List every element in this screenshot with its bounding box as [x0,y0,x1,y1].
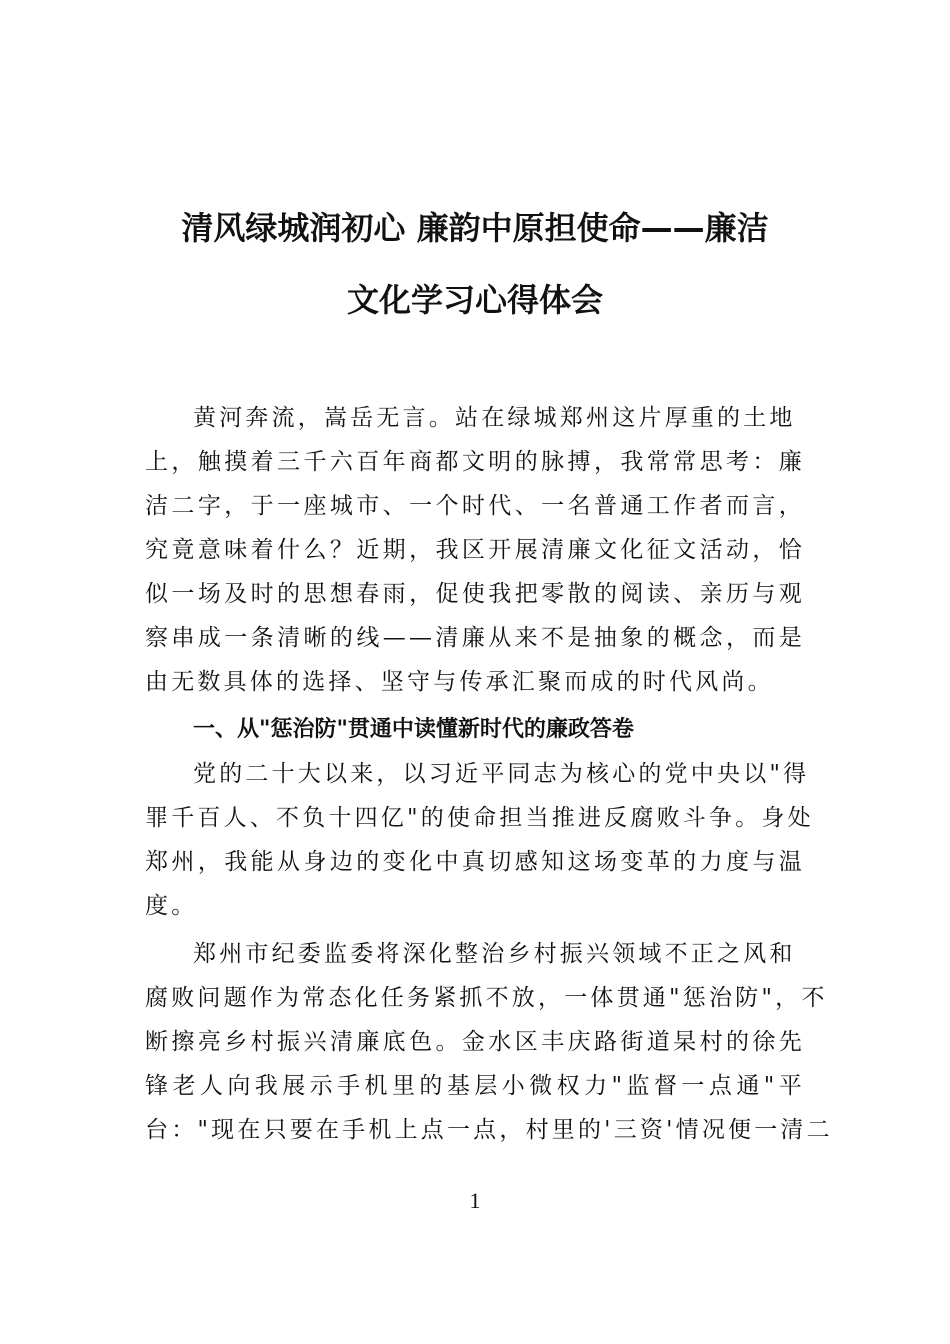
paragraph-line: 上，触摸着三千六百年商都文明的脉搏，我常常思考：廉 [145,449,805,475]
paragraph-section1-b [145,932,833,1152]
paragraph-line: 由无数具体的选择、坚守与传承汇聚而成的时代风尚。 [145,669,774,695]
paragraph-line: 锋老人向我展示手机里的基层小微权力"监督一点通"平 [145,1073,805,1099]
document-title [145,192,805,336]
paragraph-line: 郑州市纪委监委将深化整治乡村振兴领域不正之风和 [193,941,796,967]
paragraph-line: 罪千百人、不负十四亿"的使命担当推进反腐败斗争。身处 [145,805,814,831]
paragraph-line: 究竟意味着什么？近期，我区开展清廉文化征文活动，恰 [145,537,805,563]
paragraph-line: 黄河奔流，嵩岳无言。站在绿城郑州这片厚重的土地 [193,405,796,431]
paragraph-line: 党的二十大以来，以习近平同志为核心的党中央以"得 [193,761,810,787]
paragraph-section1-a [145,752,814,928]
paragraph-line: 察串成一条清晰的线——清廉从来不是抽象的概念，而是 [145,625,805,651]
paragraph-line: 腐败问题作为常态化任务紧抓不放，一体贯通"惩治防"，不 [145,985,828,1011]
paragraph-line: 断擦亮乡村振兴清廉底色。金水区丰庆路街道杲村的徐先 [145,1029,805,1055]
page-number: 1 [469,1188,481,1213]
paragraph-line: 似一场及时的思想春雨，促使我把零散的阅读、亲历与观 [145,581,805,607]
paragraph-line: 度。 [145,893,198,919]
paragraph-line: 洁二字，于一座城市、一个时代、一名普通工作者而言， [145,493,805,519]
paragraph-intro [145,396,805,704]
section-heading-1: 一、从"惩治防"贯通中读懂新时代的廉政答卷 [193,717,634,742]
title-line-2: 文化学习心得体会 [346,281,603,319]
title-line-1: 清风绿城润初心 廉韵中原担使命——廉洁 [181,209,769,247]
paragraph-line: 台："现在只要在手机上点一点，村里的'三资'情况便一清二 [145,1117,833,1143]
paragraph-line: 郑州，我能从身边的变化中真切感知这场变革的力度与温 [145,849,805,875]
